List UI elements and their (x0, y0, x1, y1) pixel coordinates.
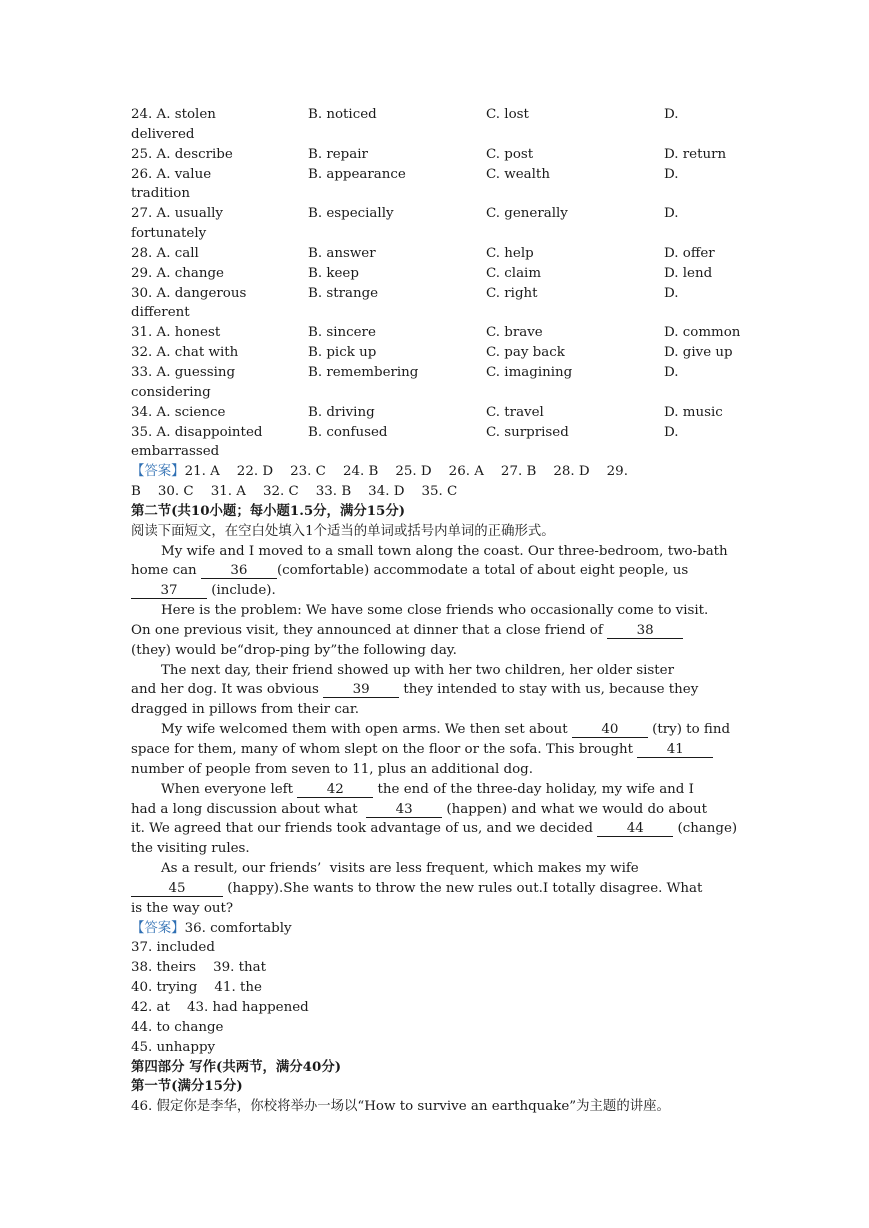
exam-content (131, 105, 743, 1117)
option-row: 32. A. chat with B. pick up C. pay back D. give up (131, 345, 733, 361)
answer-tag: 【答案】 (131, 920, 185, 936)
answer-line: 【答案】21. A 22. D 23. C 24. B 25. D 26. A 27. B 28. D 29. (131, 464, 628, 480)
blank-41: 41 (637, 742, 713, 758)
part-heading: 第四部分 写作(共两节，满分40分) (131, 1058, 342, 1075)
answer-line: 38. theirs 39. that (131, 960, 266, 976)
answer-line: 【答案】36. comfortably (131, 920, 292, 936)
blank-37: 37 (131, 583, 207, 599)
answer-line: 42. at 43. had happened (131, 999, 309, 1015)
option-row: 31. A. honest B. sincere C. brave D. common (131, 325, 741, 341)
option-wrap: considering (131, 384, 211, 400)
answer-line: 45. unhappy (131, 1039, 216, 1055)
blank-36: 36 (201, 563, 277, 579)
blank-45: 45 (131, 881, 223, 897)
answer-line: B 30. C 31. A 32. C 33. B 34. D 35. C (131, 484, 458, 500)
answer-line: 44. to change (131, 1019, 224, 1035)
option-wrap: tradition (131, 186, 190, 202)
question-46: 46. 假定你是李华，你校将举办一场以“How to survive an earthquake”为主题的讲座。 (131, 1099, 670, 1115)
option-row: 27. A. usually B. especially C. generally D. (131, 206, 679, 222)
option-row: 35. A. disappointed B. confused C. surprised D. (131, 424, 679, 440)
option-wrap: fortunately (131, 226, 207, 242)
blank-40: 40 (572, 722, 648, 738)
answer-line: 37. included (131, 940, 215, 956)
blank-39: 39 (323, 682, 399, 698)
blank-38: 38 (607, 623, 683, 639)
options-block (131, 105, 743, 462)
option-row: 34. A. science B. driving C. travel D. music (131, 404, 723, 420)
option-wrap: different (131, 305, 190, 321)
option-wrap: delivered (131, 126, 195, 142)
option-row: 30. A. dangerous B. strange C. right D. (131, 285, 679, 301)
section-instruction: 阅读下面短文，在空白处填入1个适当的单词或括号内单词的正确形式。 (131, 523, 555, 539)
option-wrap: embarrassed (131, 444, 220, 460)
option-row: 28. A. call B. answer C. help D. offer (131, 245, 715, 261)
option-row: 25. A. describe B. repair C. post D. return (131, 146, 727, 162)
section-heading: 第二节(共10小题；每小题1.5分，满分15分) (131, 502, 406, 519)
option-row: 29. A. change B. keep C. claim D. lend (131, 265, 713, 281)
blank-43: 43 (366, 802, 442, 818)
blank-44: 44 (597, 821, 673, 837)
blank-42: 42 (297, 782, 373, 798)
answer-line: 40. trying 41. the (131, 980, 262, 996)
passage: My wife and I moved to a small town along the coast. Our three-bedroom, two-bath home can 36 (comfortable) accommodate a total of about eight people, us 37 (include). Here is the problem: We have some close friends who occasionally come to visit. On one previous visit, they announced at dinner that a close friend of 38 (they) would be“drop-ping by”the following day. The next day, their friend showed up with her two children, her older sister and her dog. It was obvious 39 they intended to stay with us, because they dragged in pillows from their car. My wife welcomed them with open arms. We then set about 40 (try) to find space for them, many of whom slept on the floor or the sofa. This brought 41 number of people from seven to 11, plus an additional dog. When everyone left 42 the end of the three-day holiday, my wife and I had a long discussion about what 43 (happen) and what we would do about it. We agreed that our friends took advantage of us, and we decided 44 (change) the visiting rules. As a result, our friends’ visits are less frequent, which makes my wife 45 (happy).She wants to throw the new rules out.I totally disagree. What is the way out? (131, 543, 738, 916)
option-row: 33. A. guessing B. remembering C. imagining D. (131, 364, 679, 380)
answer-tag: 【答案】 (131, 464, 185, 480)
option-row: 24. A. stolen B. noticed C. lost D. (131, 107, 679, 122)
option-row: 26. A. value B. appearance C. wealth D. (131, 166, 679, 182)
section-heading: 第一节(满分15分) (131, 1078, 243, 1095)
